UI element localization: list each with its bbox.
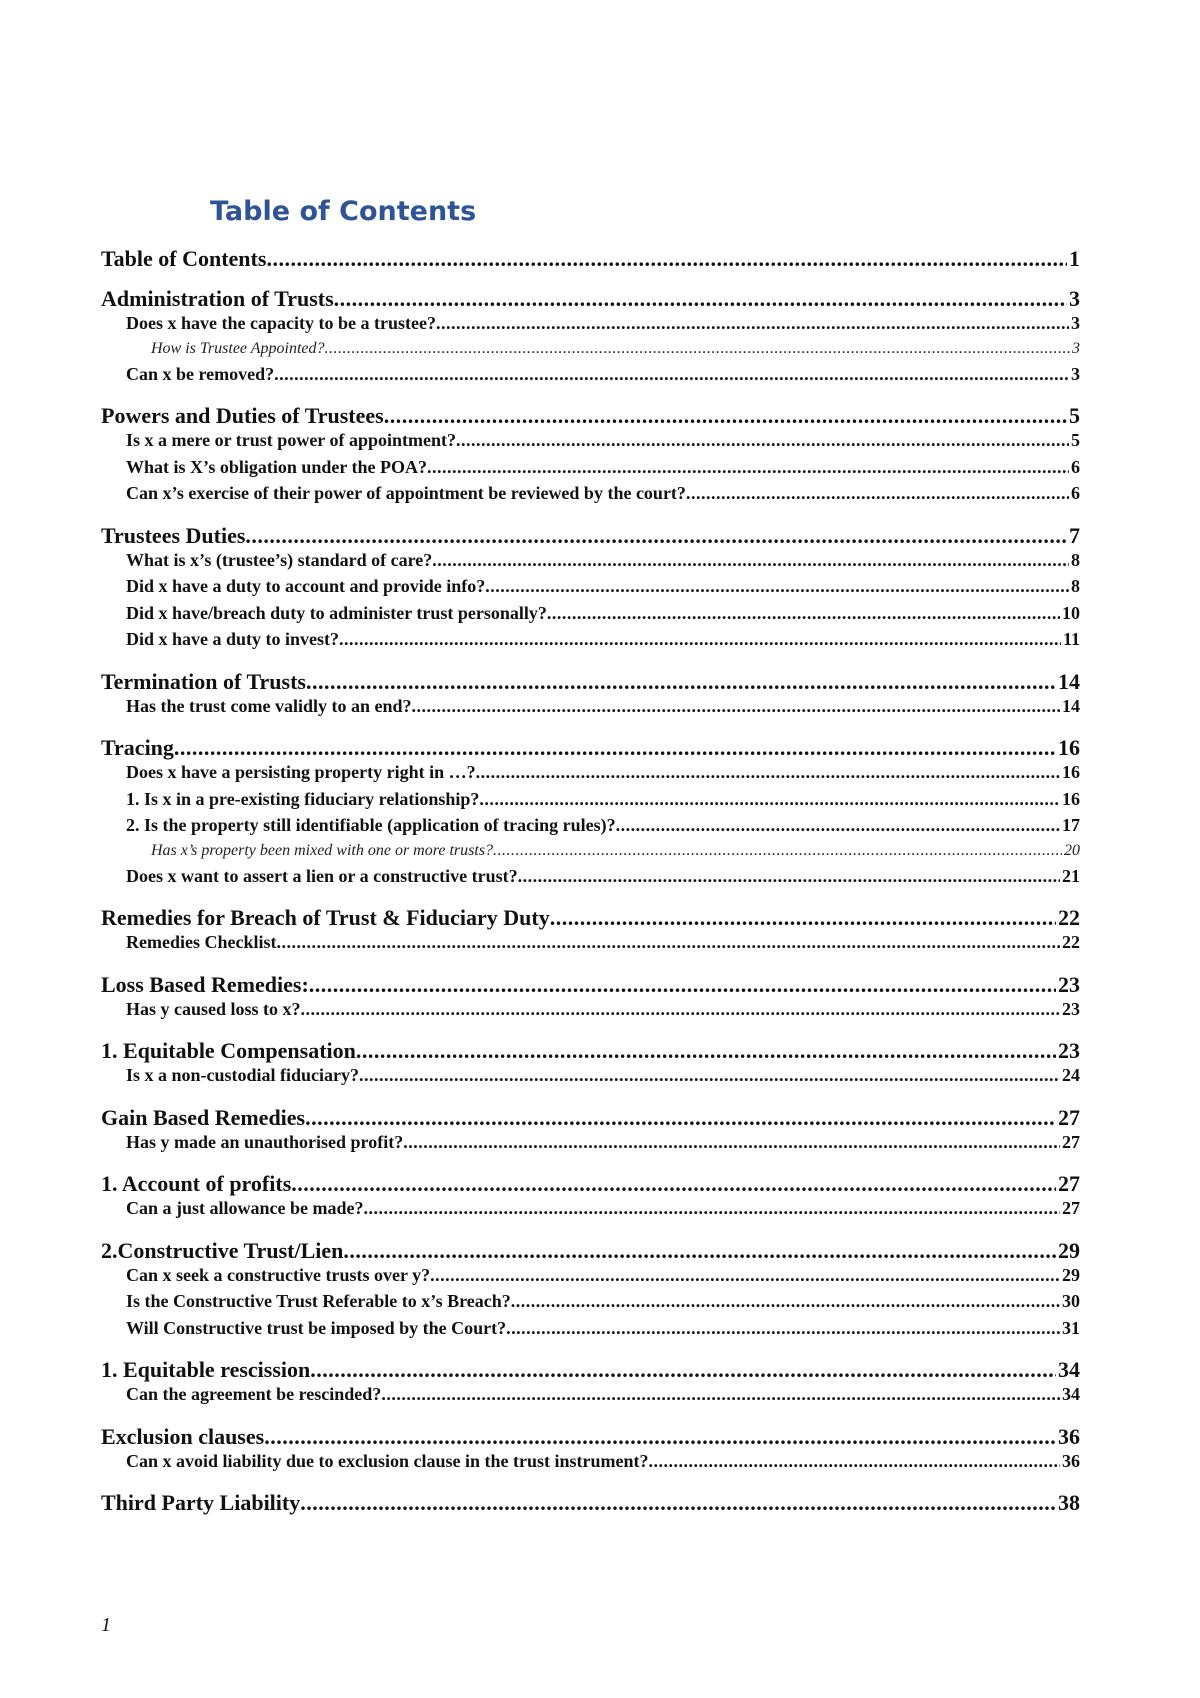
toc-entry-page: 29	[1058, 1237, 1080, 1263]
toc-entry[interactable]	[101, 457, 1080, 484]
toc-entry-page: 29	[1062, 1264, 1080, 1285]
toc-entry-page: 23	[1062, 998, 1080, 1019]
toc-entry-label: Does x want to assert a lien or a constructive trust?	[126, 865, 518, 886]
dot-leader	[479, 789, 1060, 810]
toc-entry[interactable]	[101, 364, 1080, 391]
toc-entry[interactable]	[101, 430, 1080, 457]
toc-entry-page: 6	[1071, 483, 1080, 503]
toc-entry[interactable]	[101, 286, 1080, 313]
dot-leader	[291, 1171, 1056, 1197]
toc-entry[interactable]	[101, 932, 1080, 959]
dot-leader	[456, 430, 1069, 451]
toc-entry-page: 22	[1058, 905, 1080, 930]
toc-entry-label: Can the agreement be rescinded?	[126, 1384, 382, 1404]
toc-entry[interactable]	[101, 1038, 1080, 1065]
dot-leader	[432, 550, 1069, 571]
dot-leader	[485, 576, 1069, 597]
dot-leader	[649, 1451, 1060, 1472]
toc-entry-page: 14	[1058, 668, 1080, 694]
toc-entry-label: Gain Based Remedies	[101, 1104, 306, 1130]
toc-entry-page: 3	[1071, 363, 1080, 384]
dot-leader	[245, 523, 1067, 549]
dot-leader	[264, 1424, 1056, 1450]
toc-entry-page: 23	[1058, 971, 1080, 997]
toc-entry[interactable]	[101, 789, 1080, 816]
dot-leader	[547, 603, 1060, 624]
toc-entry-label: Termination of Trusts	[101, 668, 306, 694]
toc-entry[interactable]	[101, 999, 1080, 1026]
dot-leader	[550, 905, 1056, 931]
toc-entry-page: 10	[1062, 602, 1080, 623]
dot-leader	[430, 1265, 1060, 1286]
toc-entry-label: 1. Is x in a pre-existing fiduciary relationship?	[126, 788, 480, 809]
dot-leader	[276, 932, 1060, 953]
toc-entry[interactable]	[101, 403, 1080, 430]
toc-entry[interactable]	[101, 696, 1080, 723]
dot-leader	[334, 286, 1067, 312]
toc-entry[interactable]	[101, 246, 1080, 273]
toc-entry-label: Administration of Trusts	[101, 286, 334, 311]
toc-entry-page: 3	[1071, 313, 1080, 333]
toc-entry-page: 6	[1071, 456, 1080, 477]
toc-entry[interactable]	[101, 1291, 1080, 1318]
toc-entry-label: Will Constructive trust be imposed by the Court?	[126, 1317, 507, 1338]
toc-entry[interactable]	[101, 1490, 1080, 1517]
toc-entry-page: 23	[1058, 1038, 1080, 1063]
toc-entry-label: Did x have a duty to account and provide info?	[126, 576, 486, 596]
toc-entry[interactable]	[101, 1198, 1080, 1225]
dot-leader	[506, 1318, 1060, 1339]
toc-entry[interactable]	[101, 762, 1080, 789]
toc-entry-page: 34	[1062, 1384, 1080, 1404]
dot-leader	[310, 1357, 1056, 1383]
toc-entry-label: 2.Constructive Trust/Lien	[101, 1237, 344, 1263]
dot-leader	[616, 815, 1060, 836]
toc-entry[interactable]	[101, 523, 1080, 550]
toc-entry-page: 3	[1069, 286, 1080, 311]
toc-entry[interactable]	[101, 1238, 1080, 1265]
toc-entry[interactable]	[101, 1424, 1080, 1451]
toc-entry-label: Has y caused loss to x?	[126, 998, 301, 1019]
toc-entry-label: Third Party Liability	[101, 1490, 301, 1515]
dot-leader	[266, 246, 1067, 272]
toc-entry-page: 7	[1069, 522, 1080, 548]
dot-leader	[301, 999, 1060, 1020]
toc-entry-page: 30	[1062, 1291, 1080, 1311]
toc-entry-page: 8	[1071, 576, 1080, 596]
toc-entry[interactable]	[101, 340, 1080, 364]
toc-entry[interactable]	[101, 1065, 1080, 1092]
toc-entry-page: 36	[1058, 1423, 1080, 1449]
toc-entry-label: Can x be removed?	[126, 363, 275, 384]
dot-leader	[518, 866, 1060, 887]
toc-entry-page: 3	[1072, 339, 1080, 357]
dot-leader	[339, 629, 1061, 650]
dot-leader	[476, 762, 1060, 783]
dot-leader	[427, 457, 1069, 478]
toc-entry[interactable]	[101, 1265, 1080, 1292]
toc-entry-label: 2. Is the property still identifiable (application of tracing rules)?	[126, 815, 616, 835]
toc-heading: Table of Contents	[210, 196, 477, 227]
dot-leader	[364, 1198, 1061, 1219]
toc-entry[interactable]	[101, 1132, 1080, 1159]
dot-leader	[174, 735, 1056, 761]
toc-entry[interactable]	[101, 815, 1080, 842]
toc-entry-label: 1. Account of profits	[101, 1171, 292, 1196]
toc-entry[interactable]	[101, 550, 1080, 577]
dot-leader	[436, 313, 1069, 334]
dot-leader	[359, 1065, 1060, 1086]
toc-entry[interactable]	[101, 735, 1080, 762]
toc-entry-label: Remedies for Breach of Trust & Fiduciary Duty	[101, 905, 550, 930]
toc-entry[interactable]	[101, 972, 1080, 999]
toc-entry-label: Table of Contents	[101, 246, 267, 271]
toc-entry-label: Trustees Duties	[101, 522, 246, 548]
toc-entry-label: Exclusion clauses	[101, 1423, 265, 1449]
toc-entry-page: 16	[1062, 788, 1080, 809]
toc-entry-label: What is x’s (trustee’s) standard of care?	[126, 549, 433, 570]
toc-entry[interactable]	[101, 905, 1080, 932]
toc-entry-label: Has x’s property been mixed with one or more trusts?	[151, 841, 494, 859]
dot-leader	[493, 842, 1062, 860]
toc-entry-label: Tracing	[101, 735, 174, 760]
toc-entry-label: Does x have a persisting property right in …?	[126, 762, 476, 782]
dot-leader	[384, 403, 1067, 429]
toc-entry[interactable]	[101, 1105, 1080, 1132]
toc-entry-page: 1	[1069, 246, 1080, 271]
toc-entry-label: How is Trustee Appointed?	[151, 339, 325, 357]
toc-entry-label: Did x have/breach duty to administer trust personally?	[126, 602, 547, 623]
toc-entry[interactable]	[101, 1318, 1080, 1345]
toc-entry-page: 11	[1062, 629, 1080, 649]
dot-leader	[511, 1291, 1060, 1312]
toc-entry-page: 5	[1071, 430, 1080, 450]
toc-entry[interactable]	[101, 483, 1080, 510]
toc-entry-page: 16	[1062, 762, 1080, 782]
dot-leader	[356, 1038, 1056, 1064]
toc-entry[interactable]	[101, 1451, 1080, 1478]
toc-entry-page: 16	[1058, 735, 1080, 760]
toc-entry-page: 27	[1062, 1198, 1080, 1218]
dot-leader	[305, 1105, 1056, 1131]
toc-entry[interactable]	[101, 1171, 1080, 1198]
toc-entry-page: 5	[1069, 403, 1080, 428]
dot-leader	[381, 1384, 1060, 1405]
toc-entry-label: Can x seek a constructive trusts over y?	[126, 1264, 431, 1285]
toc-entry-label: 1. Equitable rescission	[101, 1357, 311, 1382]
toc-entry-page: 38	[1058, 1490, 1080, 1515]
toc-entry-label: Powers and Duties of Trustees	[101, 403, 384, 428]
toc-entry-label: Is x a mere or trust power of appointment?	[126, 430, 456, 450]
toc-entry-label: Has the trust come validly to an end?	[126, 695, 412, 716]
toc-entry-page: 27	[1062, 1131, 1080, 1152]
toc-entry-page: 34	[1058, 1357, 1080, 1382]
toc-entry-label: Remedies Checklist	[126, 932, 277, 952]
dot-leader	[403, 1132, 1060, 1153]
footer-page-number: 1	[101, 1614, 111, 1636]
toc-entry[interactable]	[101, 313, 1080, 340]
toc-entry[interactable]	[101, 629, 1080, 656]
dot-leader	[412, 696, 1061, 717]
toc-entry-label: Has y made an unauthorised profit?	[126, 1131, 404, 1152]
toc-entry[interactable]	[101, 669, 1080, 696]
toc-entry-page: 14	[1062, 695, 1080, 716]
toc-entry-label: What is X’s obligation under the POA?	[126, 456, 428, 477]
toc-entry-page: 27	[1058, 1104, 1080, 1130]
toc-entry-page: 24	[1062, 1065, 1080, 1085]
toc-entry-label: Can a just allowance be made?	[126, 1198, 364, 1218]
dot-leader	[325, 340, 1071, 358]
table-of-contents	[101, 246, 1080, 1517]
toc-entry-label: Is x a non-custodial fiduciary?	[126, 1065, 360, 1085]
toc-entry-page: 27	[1058, 1171, 1080, 1196]
toc-entry[interactable]	[101, 866, 1080, 893]
toc-entry[interactable]	[101, 576, 1080, 603]
dot-leader	[300, 1490, 1056, 1516]
toc-entry-page: 36	[1062, 1450, 1080, 1471]
toc-entry-page: 17	[1062, 815, 1080, 835]
toc-entry-page: 22	[1062, 932, 1080, 952]
toc-entry-page: 21	[1062, 865, 1080, 886]
toc-entry-label: 1. Equitable Compensation	[101, 1038, 356, 1063]
toc-entry-label: Loss Based Remedies:	[101, 971, 309, 997]
toc-entry[interactable]	[101, 842, 1080, 866]
toc-entry[interactable]	[101, 603, 1080, 630]
toc-entry[interactable]	[101, 1357, 1080, 1384]
dot-leader	[274, 364, 1069, 385]
toc-entry-label: Is the Constructive Trust Referable to x’s Breach?	[126, 1291, 511, 1311]
dot-leader	[686, 483, 1069, 504]
toc-entry[interactable]	[101, 1384, 1080, 1411]
toc-entry-page: 31	[1062, 1317, 1080, 1338]
toc-entry-label: Can x’s exercise of their power of appointment be reviewed by the court?	[126, 483, 686, 503]
toc-entry-page: 8	[1071, 549, 1080, 570]
toc-entry-label: Can x avoid liability due to exclusion clause in the trust instrument?	[126, 1450, 649, 1471]
dot-leader	[309, 972, 1056, 998]
dot-leader	[306, 669, 1056, 695]
toc-entry-label: Did x have a duty to invest?	[126, 629, 340, 649]
dot-leader	[343, 1238, 1056, 1264]
toc-entry-page: 20	[1064, 841, 1080, 859]
toc-entry-label: Does x have the capacity to be a trustee?	[126, 313, 436, 333]
